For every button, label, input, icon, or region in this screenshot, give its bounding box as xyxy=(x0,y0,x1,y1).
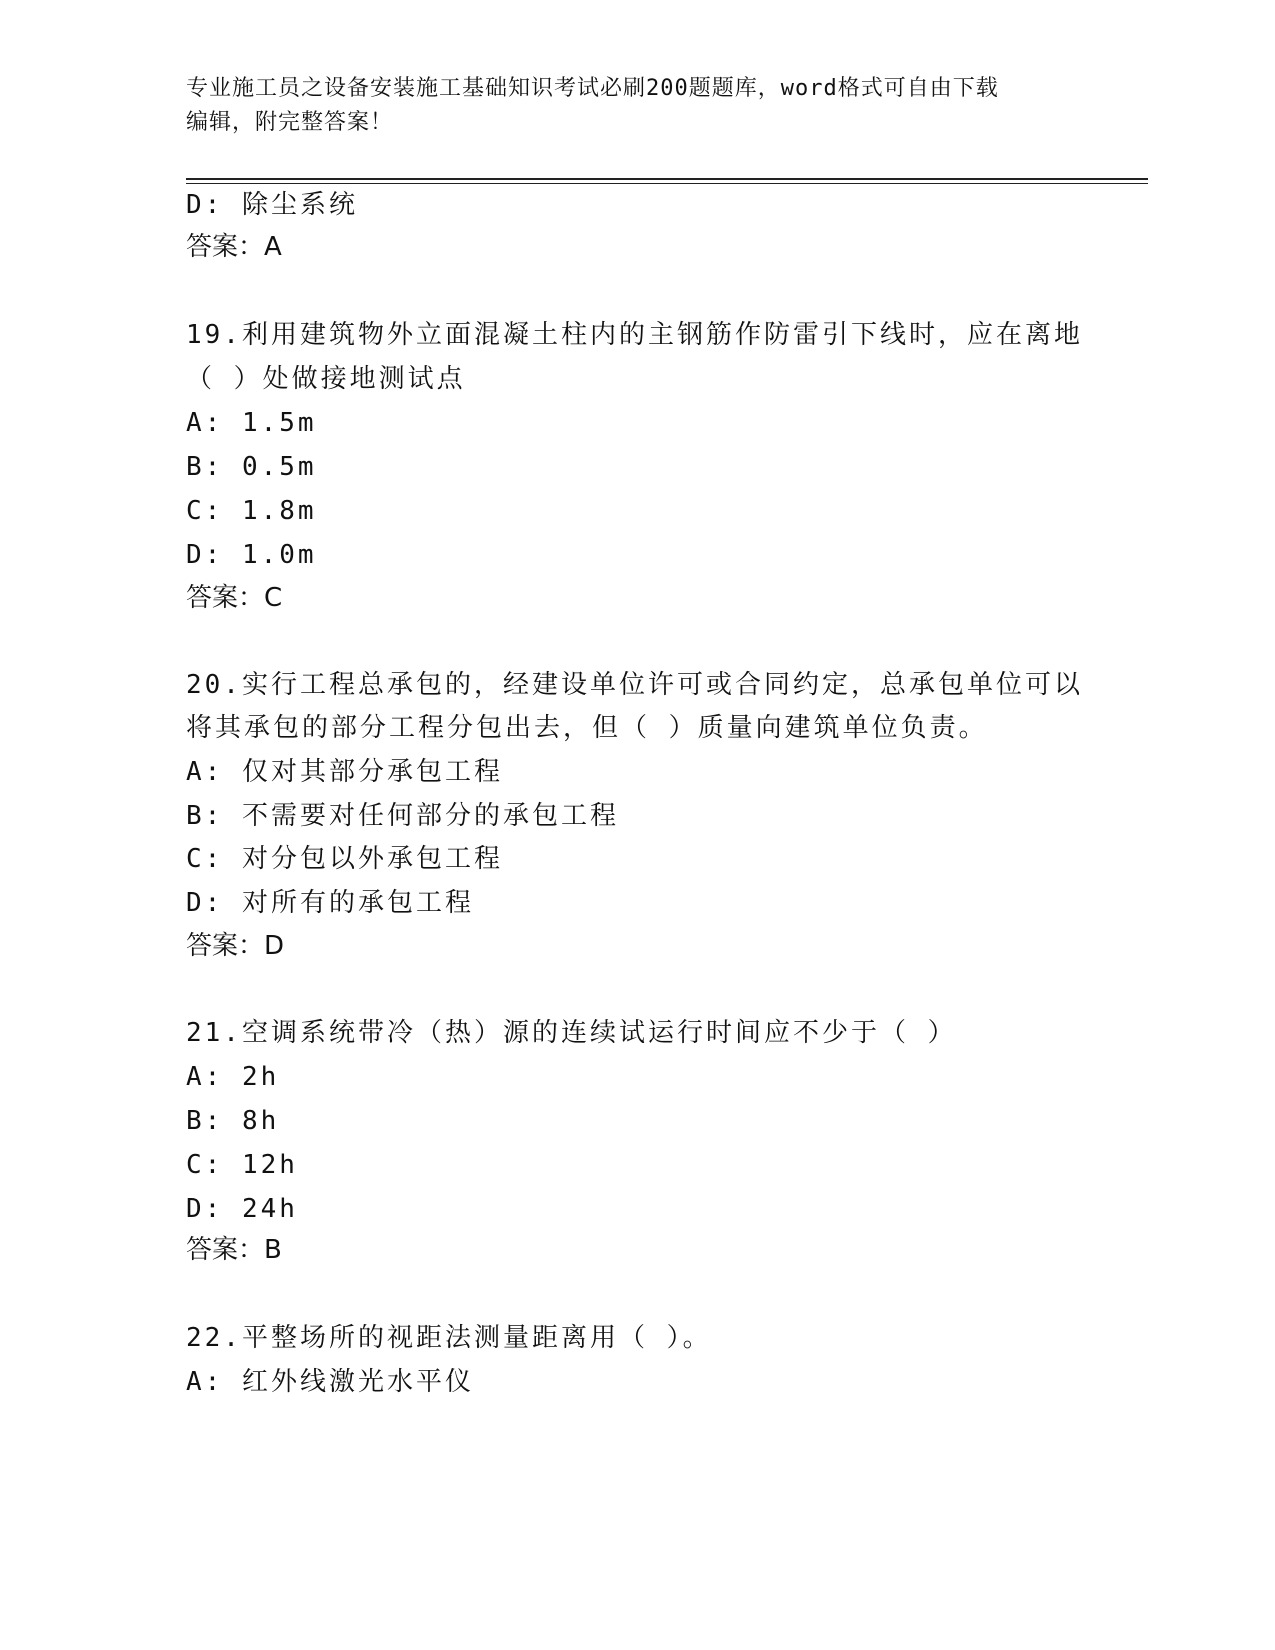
q21-question-line-1: 21.空调系统带冷（热）源的连续试运行时间应不少于（ ） xyxy=(186,1018,957,1048)
q19-option-a: A: 1.5m xyxy=(186,408,317,438)
q20-question-line-1: 20.实行工程总承包的，经建设单位许可或合同约定，总承包单位可以 xyxy=(186,670,1083,700)
title-line-1: 专业施工员之设备安装施工基础知识考试必刷200题题库，word格式可自由下载 xyxy=(186,76,999,101)
q21-option-a: A: 2h xyxy=(186,1062,280,1092)
q19-question-line-1: 19.利用建筑物外立面混凝土柱内的主钢筋作防雷引下线时，应在离地 xyxy=(186,320,1083,350)
q19-option-b: B: 0.5m xyxy=(186,452,317,482)
q20-answer: 答案：D xyxy=(186,931,285,961)
q22-option-a: A: 红外线激光水平仪 xyxy=(186,1367,474,1397)
q21-option-c: C: 12h xyxy=(186,1150,298,1180)
q20-option-c: C: 对分包以外承包工程 xyxy=(186,844,503,874)
q18-answer: 答案：A xyxy=(186,232,282,262)
q18-option-d: D: 除尘系统 xyxy=(186,190,358,220)
q21-option-d: D: 24h xyxy=(186,1194,298,1224)
q22-question-line-1: 22.平整场所的视距法测量距离用（ ）。 xyxy=(186,1323,712,1353)
q19-question-line-2: （ ）处做接地测试点 xyxy=(186,364,466,394)
header-rule-thick xyxy=(186,178,1148,180)
q19-option-c: C: 1.8m xyxy=(186,496,317,526)
q19-option-d: D: 1.0m xyxy=(186,540,317,570)
q21-option-b: B: 8h xyxy=(186,1106,280,1136)
q20-option-d: D: 对所有的承包工程 xyxy=(186,888,474,918)
title-line-2: 编辑，附完整答案！ xyxy=(186,110,394,135)
q19-answer: 答案：C xyxy=(186,583,283,613)
document-title xyxy=(186,72,1086,140)
q20-option-a: A: 仅对其部分承包工程 xyxy=(186,757,503,787)
q21-answer: 答案：B xyxy=(186,1235,282,1265)
q20-option-b: B: 不需要对任何部分的承包工程 xyxy=(186,801,619,831)
header-rule-thin xyxy=(186,183,1148,184)
q20-question-line-2: 将其承包的部分工程分包出去，但（ ）质量向建筑单位负责。 xyxy=(186,713,988,743)
